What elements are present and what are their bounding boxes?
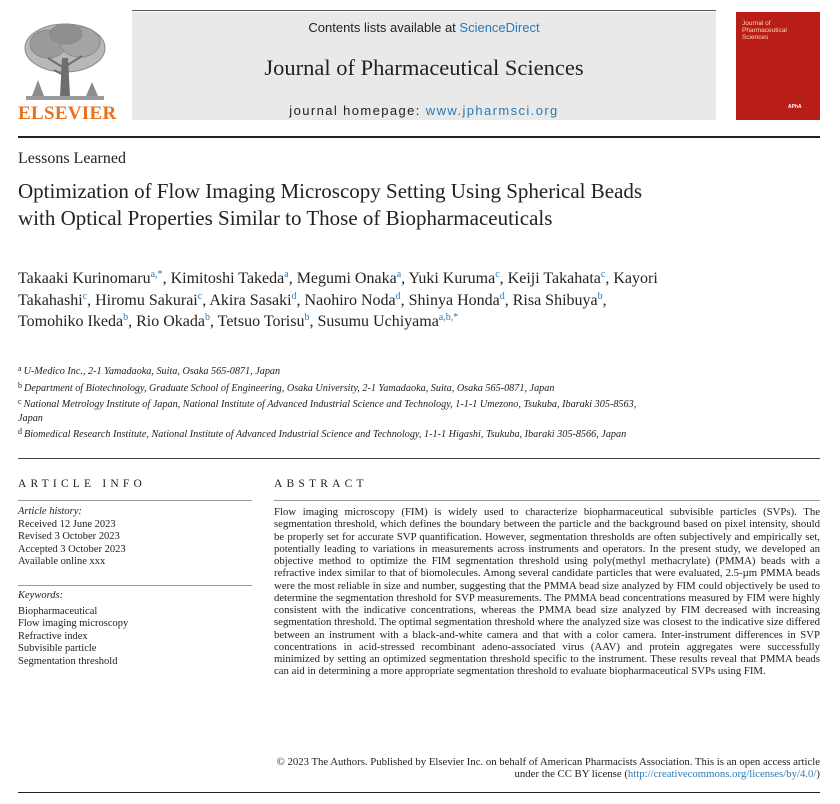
journal-cover-image	[736, 12, 820, 120]
abstract-body: Flow imaging microscopy (FIM) is widely used to characterize biopharmaceutical subvisible particles (SVPs). The segmentation threshold, which defines the boundary between the particle and the background based on pixel intensity, should be properly set for accurate SVP quantification. However, segmentation thresholds are often subjectively and empirically set, potentially leading to variations in measurements across instruments and operators. In the present study, we developed an objective method to optimize the FIM segmentation threshold using poly(methyl methacrylate) (PMMA) beads with a refractive index similar to that of biomolecules. Among several candidate particles that were evaluated, 2.5-µm PMMA beads were the most reliable in size and number, suggesting that the PMMA bead size analyzed by FIM could objectively be used to determine the segmentation threshold for SVP measurements. The PMMA bead concentrations measured by FIM were highly consistent with the indicative concentrations, whereas the PMMA bead size analyzed by FIM decreased with increasing segmentation threshold. The optimal segmentation threshold where the analyzed size was closest to the indicative size differed between an instrument with a black-and-white camera and that with a color camera. Inter-instrument differences in SVP concentrations in acid-stressed recombinant adeno-associated virus (AAV) and protein aggregates were successfully minimized by setting an optimized segmentation threshold specific to the instrument. These results reveal that PMMA beads can aid in determining a more appropriate segmentation threshold to evaluate biopharmaceutical SVPs using FIM.	[274, 506, 820, 678]
abstract-heading: ABSTRACT	[274, 478, 368, 490]
cover-title-line: Journal of	[742, 20, 771, 27]
author-affiliation-mark[interactable]: a,b,*	[438, 312, 459, 323]
affiliation-item: $^c$ National Metrology Institute of Japan, National Institute of Advanced Industrial Science and Technology, 1-1-1 Umezono, Tsukuba, Ibaraki 305-8563, Japan	[18, 397, 637, 424]
keyword-item: Subvisible particle	[18, 643, 97, 654]
contents-line	[132, 20, 716, 35]
keyword-item: Flow imaging microscopy	[18, 618, 129, 629]
author-name: Keiji Takahata	[507, 270, 601, 287]
author-item	[136, 313, 210, 330]
author-affiliation-mark[interactable]: c	[82, 290, 88, 302]
cover-publisher-mark: APhA	[788, 104, 802, 110]
author-item	[95, 292, 202, 309]
author-item	[305, 292, 401, 309]
publisher-name: ELSEVIER	[18, 103, 117, 124]
keyword-item: Refractive index	[18, 630, 88, 642]
cover-title-line: Pharmaceutical	[742, 27, 787, 34]
article-type: Lessons Learned	[18, 150, 126, 167]
author-item	[508, 270, 606, 287]
author-name: Kimitoshi Takeda	[170, 270, 285, 287]
affiliation-item: $^b$ Department of Biotechnology, Graduate School of Engineering, Osaka University, 2-1 Yamadaoka, Suita, Osaka 565-0871, Japan	[18, 380, 555, 394]
author-name: Susumu Uchiyama	[317, 313, 439, 330]
journal-homepage-link[interactable]: www.jpharmsci.org	[425, 103, 559, 118]
article-history	[18, 506, 252, 569]
bottom-rule	[18, 792, 820, 793]
author-name: Megumi Onaka	[296, 270, 397, 287]
author-name: Tomohiko Ikeda	[18, 313, 124, 330]
author-name: Kayori Takahashi	[18, 270, 658, 309]
author-affiliation-mark[interactable]: c	[495, 269, 500, 280]
copyright-close: )	[816, 768, 820, 781]
author-name: Yuki Kuruma	[408, 270, 496, 287]
author-name: Risa Shibuya	[512, 291, 598, 309]
journal-header-box	[132, 12, 716, 120]
author-name: Akira Sasaki	[209, 291, 292, 309]
author-list: Takaaki Kurinomaru$^{a,*}$, Kimitoshi Takeda$^a$, Megumi Onaka$^a$, Yuki Kuruma$^c$, Keiji Takahata$^c$, Kayori Takahashi$^c$, Hiromu Sakurai$^c$, Akira Sasaki$^d$, Naohiro Noda$^d$, Shinya Honda$^d$, Risa Shibuya$^b$, Tomohiko Ikeda$^b$, Rio Okada$^b$, Tetsuo Torisu$^b$, Susumu Uchiyama$^{a,b,*}$	[18, 269, 658, 330]
affiliation-item: $^d$ Biomedical Research Institute, National Institute of Advanced Industrial Science and Technology, 1-1-1 Higashi, Tsukuba, Ibaraki 305-8566, Japan	[18, 427, 627, 440]
history-label: Article history:	[18, 506, 82, 517]
history-item: Revised 3 October 2023	[18, 531, 120, 542]
author-item	[297, 270, 401, 287]
author-item	[409, 292, 505, 309]
article-title: Optimization of Flow Imaging Microscopy Setting Using Spherical Beads with Optical Properties Similar to Those of Biopharmaceuticals	[18, 179, 643, 230]
author-affiliation-mark[interactable]: d	[499, 290, 505, 302]
author-affiliation-mark[interactable]: a	[396, 269, 402, 280]
author-affiliation-mark[interactable]: a,*	[150, 269, 163, 280]
copyright-text: © 2023 The Authors. Published by Elsevier Inc. on behalf of American Pharmacists Association. This is an open access article under the CC BY license (	[276, 756, 820, 781]
copyright-notice	[274, 756, 820, 781]
author-affiliation-mark[interactable]: a	[284, 269, 289, 280]
header-top-rule	[132, 10, 716, 11]
author-affiliation-mark[interactable]: b	[204, 312, 210, 323]
author-name: Shinya Honda	[408, 291, 500, 309]
author-affiliation-mark[interactable]: d	[395, 290, 401, 302]
author-affiliation-mark[interactable]: d	[291, 290, 297, 302]
author-name: Naohiro Noda	[304, 291, 396, 309]
author-name: Takaaki Kurinomaru	[18, 270, 151, 287]
affiliation-item: $^a$ U-Medico Inc., 2-1 Yamadaoka, Suita, Osaka 565-0871, Japan	[18, 364, 281, 377]
author-affiliation-mark[interactable]: c	[600, 269, 606, 280]
author-name: Hiromu Sakurai	[95, 291, 198, 309]
author-affiliation-mark[interactable]: b	[123, 312, 129, 323]
license-link[interactable]: http://creativecommons.org/licenses/by/4.0/	[627, 768, 817, 781]
keywords-rule	[18, 585, 252, 586]
journal-title: Journal of Pharmaceutical Sciences	[264, 55, 584, 80]
contents-prefix: Contents lists available at	[308, 20, 460, 35]
keyword-item: Biopharmaceutical	[18, 605, 98, 617]
author-item	[513, 292, 603, 309]
author-item	[209, 292, 296, 309]
affiliations	[18, 362, 658, 442]
homepage-line	[132, 103, 716, 118]
keywords	[18, 590, 252, 668]
sciencedirect-link[interactable]: ScienceDirect	[459, 20, 540, 35]
keywords-label: Keywords:	[18, 590, 64, 601]
section-divider	[18, 458, 820, 459]
cover-title	[742, 20, 787, 41]
author-affiliation-mark[interactable]: c	[197, 290, 203, 302]
history-item: Accepted 3 October 2023	[18, 543, 126, 555]
history-item: Available online xxx	[18, 556, 106, 567]
author-name: Rio Okada	[136, 313, 205, 330]
header-bottom-rule	[18, 136, 820, 138]
homepage-prefix: journal homepage:	[289, 103, 426, 118]
author-item	[18, 270, 163, 287]
author-item	[409, 270, 500, 287]
author-item	[18, 313, 128, 330]
keyword-item: Segmentation threshold	[18, 655, 118, 667]
author-name: Tetsuo Torisu	[217, 313, 305, 330]
article-info-rule	[18, 500, 252, 501]
author-affiliation-mark[interactable]: b	[597, 290, 603, 302]
author-item	[317, 313, 458, 330]
article-info-heading: ARTICLE INFO	[18, 478, 146, 490]
cover-title-line: Sciences	[742, 34, 769, 41]
history-item: Received 12 June 2023	[18, 518, 116, 530]
author-item	[171, 270, 289, 287]
author-item	[218, 313, 310, 330]
author-affiliation-mark[interactable]: b	[304, 312, 310, 323]
abstract-rule	[274, 500, 820, 501]
